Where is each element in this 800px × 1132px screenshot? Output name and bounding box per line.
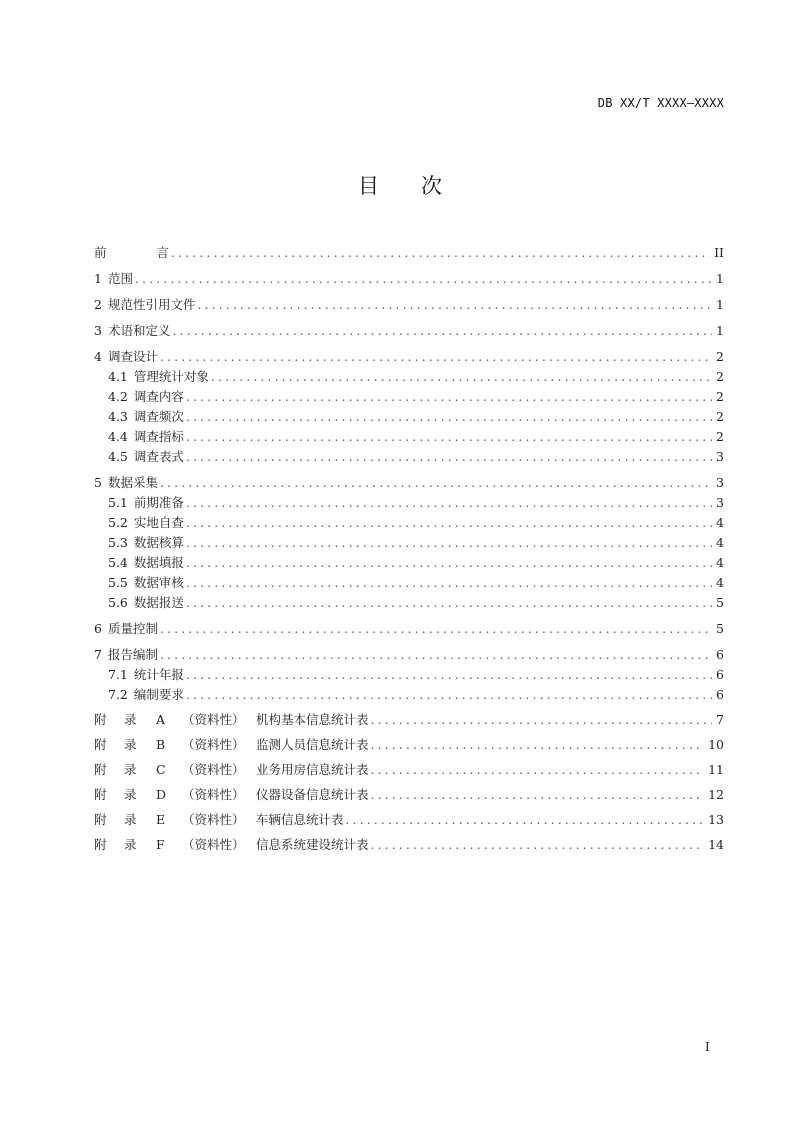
toc-page-number: 4 xyxy=(716,575,724,590)
toc-title: 调查频次 xyxy=(133,409,184,424)
toc-page-number: 5 xyxy=(716,621,724,636)
dot-leader xyxy=(186,573,712,593)
toc-entry-section-5-4[interactable] xyxy=(94,553,724,573)
dot-leader xyxy=(186,513,712,533)
toc-title: 车辆信息统计表 xyxy=(256,812,344,827)
appendix-type: （资料性） xyxy=(182,712,245,727)
toc-title: 统计年报 xyxy=(133,667,184,682)
preface-char-1: 前 xyxy=(94,245,107,260)
toc-entry-appendix-c[interactable] xyxy=(94,760,724,780)
toc-entry-section-5-1[interactable] xyxy=(94,493,724,513)
toc-title: 前期准备 xyxy=(133,495,184,510)
toc-title: 数据填报 xyxy=(133,555,184,570)
toc-title: 规范性引用文件 xyxy=(107,297,196,312)
appendix-prefix-lu: 录 xyxy=(124,762,137,777)
dot-leader xyxy=(211,367,712,387)
dot-leader xyxy=(371,710,713,730)
toc-number: 5.5 xyxy=(108,575,128,590)
appendix-prefix-lu: 录 xyxy=(124,812,137,827)
toc-number: 4.2 xyxy=(108,389,128,404)
toc-page-number: 6 xyxy=(716,687,724,702)
toc-number: 7.1 xyxy=(108,667,128,682)
dot-leader xyxy=(371,835,705,855)
toc-number: 5.6 xyxy=(108,595,128,610)
appendix-prefix-fu: 附 xyxy=(94,787,107,802)
toc-entry-section-5-5[interactable] xyxy=(94,573,724,593)
toc-entry-section-7[interactable] xyxy=(94,645,724,665)
standard-code: DB XX/T XXXX—XXXX xyxy=(597,96,724,110)
toc-entry-section-1[interactable] xyxy=(94,269,724,289)
toc-number: 4.5 xyxy=(108,449,128,464)
toc-page-number: 3 xyxy=(716,475,724,490)
toc-entry-section-7-1[interactable] xyxy=(94,665,724,685)
toc-entry-section-6[interactable] xyxy=(94,619,724,639)
toc-title: 信息系统建设统计表 xyxy=(256,837,369,852)
dot-leader xyxy=(371,760,705,780)
toc-entry-section-7-2[interactable] xyxy=(94,685,724,705)
toc-number: 7.2 xyxy=(108,687,128,702)
toc-entry-section-4-5[interactable] xyxy=(94,447,724,467)
toc-entry-section-4-2[interactable] xyxy=(94,387,724,407)
appendix-letter: B xyxy=(156,737,166,752)
appendix-prefix-lu: 录 xyxy=(124,737,137,752)
toc-page-number: 11 xyxy=(708,762,724,777)
table-of-contents xyxy=(94,243,724,855)
toc-entry-section-4-3[interactable] xyxy=(94,407,724,427)
toc-page-number: 13 xyxy=(708,812,724,827)
toc-page-number: 3 xyxy=(716,449,724,464)
dot-leader xyxy=(186,685,712,705)
toc-title: 实地自查 xyxy=(133,515,184,530)
toc-page-number: 14 xyxy=(708,837,724,852)
toc-page-number: 2 xyxy=(716,429,724,444)
appendix-prefix-fu: 附 xyxy=(94,837,107,852)
toc-title: 仪器设备信息统计表 xyxy=(256,787,369,802)
toc-number: 5 xyxy=(94,475,102,490)
dot-leader xyxy=(171,243,710,263)
toc-title: 调查内容 xyxy=(133,389,184,404)
toc-page-number: 2 xyxy=(716,349,724,364)
toc-title: 机构基本信息统计表 xyxy=(256,712,369,727)
toc-title: 数据核算 xyxy=(133,535,184,550)
dot-leader xyxy=(186,407,712,427)
dot-leader xyxy=(160,645,712,665)
toc-number: 5.3 xyxy=(108,535,128,550)
appendix-prefix-fu: 附 xyxy=(94,712,107,727)
appendix-letter: A xyxy=(156,712,166,727)
title-char-1: 目 xyxy=(358,174,379,198)
preface-char-2: 言 xyxy=(156,245,170,260)
toc-number: 6 xyxy=(94,621,102,636)
toc-number: 5.1 xyxy=(108,495,128,510)
toc-entry-appendix-d[interactable] xyxy=(94,785,724,805)
dot-leader xyxy=(186,553,712,573)
toc-number: 3 xyxy=(94,323,102,338)
toc-title: 数据报送 xyxy=(133,595,184,610)
toc-title: 管理统计对象 xyxy=(133,369,209,384)
appendix-type: （资料性） xyxy=(182,762,245,777)
toc-page-number: 7 xyxy=(716,712,724,727)
toc-number: 5.2 xyxy=(108,515,128,530)
toc-page-number: 1 xyxy=(716,297,724,312)
toc-page-number: 5 xyxy=(716,595,724,610)
toc-number: 7 xyxy=(94,647,102,662)
toc-title: 质量控制 xyxy=(107,621,158,636)
toc-number: 4.1 xyxy=(108,369,128,384)
toc-title: 数据采集 xyxy=(107,475,158,490)
title-char-2: 次 xyxy=(421,174,442,198)
dot-leader xyxy=(186,427,712,447)
appendix-prefix-lu: 录 xyxy=(124,837,137,852)
appendix-type: （资料性） xyxy=(182,837,245,852)
toc-page-number: 10 xyxy=(708,737,724,752)
toc-title: 监测人员信息统计表 xyxy=(256,737,369,752)
toc-page-number: 6 xyxy=(716,647,724,662)
dot-leader xyxy=(160,473,712,493)
toc-title: 编制要求 xyxy=(133,687,184,702)
toc-title: 范围 xyxy=(107,271,133,286)
toc-entry-appendix-e[interactable] xyxy=(94,810,724,830)
toc-page-number: 4 xyxy=(716,535,724,550)
appendix-type: （资料性） xyxy=(182,812,245,827)
dot-leader xyxy=(371,785,705,805)
dot-leader xyxy=(186,493,712,513)
dot-leader xyxy=(186,387,712,407)
toc-page-number: 1 xyxy=(716,323,724,338)
dot-leader xyxy=(172,321,712,341)
appendix-prefix-fu: 附 xyxy=(94,737,107,752)
appendix-type: （资料性） xyxy=(182,737,245,752)
toc-page-number: 6 xyxy=(716,667,724,682)
dot-leader xyxy=(186,447,712,467)
toc-number: 4 xyxy=(94,349,102,364)
appendix-prefix-lu: 录 xyxy=(124,787,137,802)
dot-leader xyxy=(160,347,712,367)
dot-leader xyxy=(346,810,705,830)
footer-page-number: I xyxy=(705,1040,710,1054)
appendix-prefix-fu: 附 xyxy=(94,762,107,777)
dot-leader xyxy=(186,665,712,685)
toc-number: 4.3 xyxy=(108,409,128,424)
dot-leader xyxy=(186,593,712,613)
toc-title: 业务用房信息统计表 xyxy=(256,762,369,777)
appendix-prefix-fu: 附 xyxy=(94,812,107,827)
toc-title: 调查指标 xyxy=(133,429,184,444)
toc-page-number: 2 xyxy=(716,389,724,404)
toc-page-number: 2 xyxy=(716,369,724,384)
toc-number: 4.4 xyxy=(108,429,128,444)
dot-leader xyxy=(186,533,712,553)
toc-page-number: 2 xyxy=(716,409,724,424)
toc-entry-section-5[interactable] xyxy=(94,473,724,493)
dot-leader xyxy=(135,269,712,289)
toc-entry-appendix-a[interactable] xyxy=(94,710,724,730)
appendix-type: （资料性） xyxy=(182,787,245,802)
toc-entry-section-4-1[interactable] xyxy=(94,367,724,387)
toc-page-number: 12 xyxy=(708,787,724,802)
toc-title: 调查设计 xyxy=(107,349,158,364)
toc-entry-appendix-f[interactable] xyxy=(94,835,724,855)
toc-page-number: 1 xyxy=(716,271,724,286)
toc-entry-section-4-4[interactable] xyxy=(94,427,724,447)
toc-entry-section-4[interactable] xyxy=(94,347,724,367)
toc-number: 1 xyxy=(94,271,102,286)
appendix-letter: E xyxy=(156,812,166,827)
toc-entry-appendix-b[interactable] xyxy=(94,735,724,755)
toc-title: 调查表式 xyxy=(133,449,184,464)
toc-page-number: 4 xyxy=(716,515,724,530)
toc-page-number: II xyxy=(714,245,724,260)
toc-page-number: 3 xyxy=(716,495,724,510)
dot-leader xyxy=(197,295,712,315)
toc-title: 报告编制 xyxy=(107,647,158,662)
toc-page-number: 4 xyxy=(716,555,724,570)
toc-entry-section-5-2[interactable] xyxy=(94,513,724,533)
toc-title: 数据审核 xyxy=(133,575,184,590)
toc-number: 5.4 xyxy=(108,555,128,570)
appendix-letter: F xyxy=(156,837,165,852)
toc-title: 术语和定义 xyxy=(107,323,171,338)
appendix-letter: D xyxy=(156,787,167,802)
toc-entry-section-2[interactable] xyxy=(94,295,724,315)
toc-entry-section-5-3[interactable] xyxy=(94,533,724,553)
toc-entry-section-5-6[interactable] xyxy=(94,593,724,613)
appendix-prefix-lu: 录 xyxy=(124,712,137,727)
page-title xyxy=(0,170,800,200)
dot-leader xyxy=(160,619,712,639)
toc-number: 2 xyxy=(94,297,102,312)
appendix-letter: C xyxy=(156,762,166,777)
dot-leader xyxy=(371,735,705,755)
toc-entry-preface[interactable] xyxy=(94,243,724,263)
toc-entry-section-3[interactable] xyxy=(94,321,724,341)
